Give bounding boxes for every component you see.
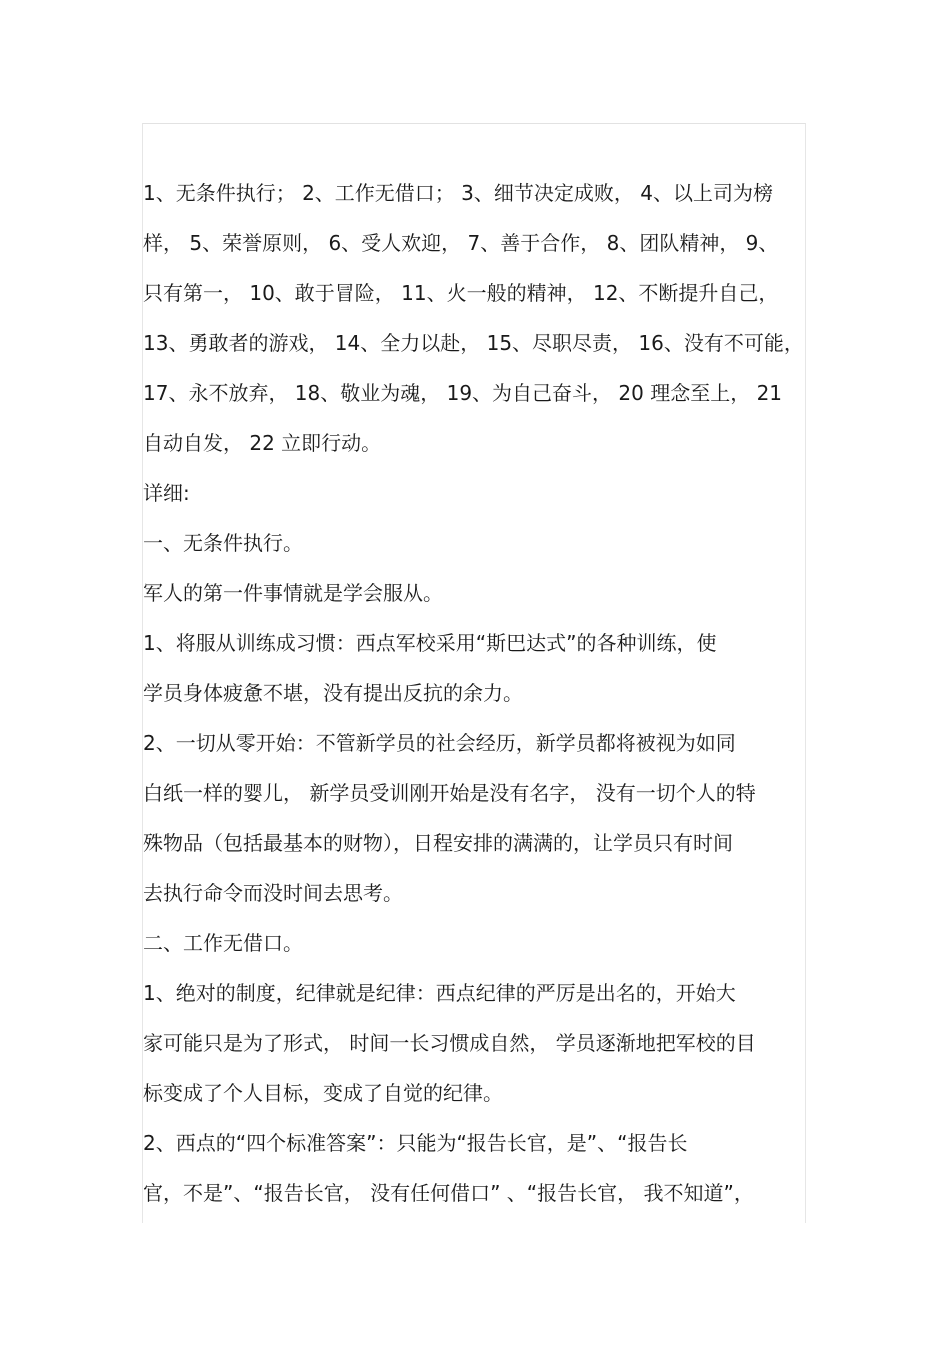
text-line: 17、永不放弃， 18、敬业为魂， 19、为自己奋斗， 20 理念至上， 21: [143, 381, 783, 405]
document-page: [142, 123, 806, 1223]
text-line: 只有第一， 10、敢于冒险， 11、火一般的精神， 12、不断提升自己，: [143, 281, 779, 305]
text-line: 去执行命令而没时间去思考。: [143, 881, 403, 905]
text-line: 1、绝对的制度，纪律就是纪律：西点纪律的严厉是出名的，开始大: [143, 981, 736, 1005]
text-line: 13、勇敢者的游戏， 14、全力以赴， 15、尽职尽责， 16、没有不可能，: [143, 331, 804, 355]
text-line: 1、将服从训练成习惯：西点军校采用“斯巴达式”的各种训练，使: [143, 631, 717, 655]
text-line: 学员身体疲惫不堪，没有提出反抗的余力。: [143, 681, 523, 705]
text-line: 家可能只是为了形式， 时间一长习惯成自然， 学员逐渐地把军校的目: [143, 1031, 756, 1055]
text-line: 自动自发， 22 立即行动。: [143, 431, 382, 455]
text-line: 白纸一样的婴儿， 新学员受训刚开始是没有名字， 没有一切个人的特: [143, 781, 756, 805]
text-line: 2、西点的“四个标准答案”：只能为“报告长官，是”、“报告长: [143, 1131, 688, 1155]
text-line: 官，不是”、“报告长官， 没有任何借口” 、“报告长官， 我不知道”，: [143, 1181, 754, 1205]
text-line: 军人的第一件事情就是学会服从。: [143, 581, 443, 605]
section-heading: 一、无条件执行。: [143, 531, 303, 555]
text-line: 1、无条件执行； 2、工作无借口； 3、细节决定成败， 4、以上司为榜: [143, 181, 773, 205]
text-line: 样， 5、荣誉原则， 6、受人欢迎， 7、善于合作， 8、团队精神， 9、: [143, 231, 779, 255]
text-line: 殊物品（包括最基本的财物），日程安排的满满的，让学员只有时间: [143, 831, 733, 855]
section-heading: 二、工作无借口。: [143, 931, 303, 955]
text-line: 2、一切从零开始：不管新学员的社会经历，新学员都将被视为如同: [143, 731, 736, 755]
text-line: 标变成了个人目标，变成了自觉的纪律。: [143, 1081, 503, 1105]
section-label: 详细:: [143, 481, 190, 505]
document-body: [143, 168, 806, 1218]
